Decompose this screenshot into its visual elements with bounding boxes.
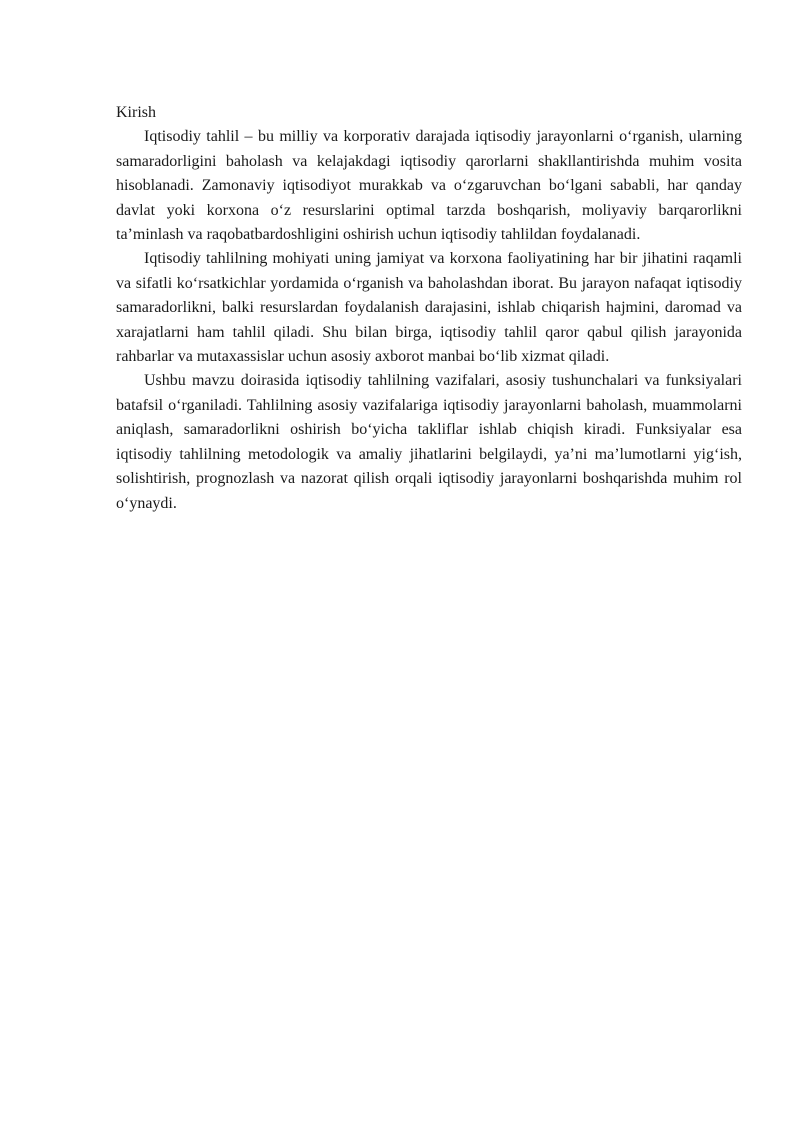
- section-heading: Kirish: [116, 104, 156, 121]
- paragraph-2: Iqtisodiy tahlilning mohiyati uning jamiyat va korxona faoliyatining har bir jihatini raqamli va sifatli ko‘rsatkichlar yordamida o‘rganish va baholashdan iborat. Bu jarayon nafaqat iqtisodiy samaradorlikni, balki resurslardan foydalanish darajasini, ishlab chiqarish hajmini, daromad va xarajatlarni ham tahlil qiladi. Shu bilan birga, iqtisodiy tahlil qaror qabul qilish jarayonida rahbarlar va mutaxassislar uchun asosiy axborot manbai bo‘lib xizmat qiladi.: [116, 250, 742, 366]
- paragraph-1: Iqtisodiy tahlil – bu milliy va korporativ darajada iqtisodiy jarayonlarni o‘rganish, ularning samaradorligini baholash va kelajakdagi iqtisodiy qarorlarni shakllantirishda muhim vosita hisoblanadi. Zamonaviy iqtisodiyot murakkab va o‘zgaruvchan bo‘lgani sababli, har qanday davlat yoki korxona o‘z resurslarini optimal tarzda boshqarish, moliyaviy barqarorlikni ta’minlash va raqobatbardoshligini oshirish uchun iqtisodiy tahlildan foydalanadi.: [116, 128, 742, 244]
- paragraph-3: Ushbu mavzu doirasida iqtisodiy tahlilning vazifalari, asosiy tushunchalari va funksiyalari batafsil o‘rganiladi. Tahlilning asosiy vazifalariga iqtisodiy jarayonlarni baholash, muammolarni aniqlash, samaradorlikni oshirish bo‘yicha takliflar ishlab chiqish kiradi. Funksiyalar esa iqtisodiy tahlilning metodologik va amaliy jihatlarini belgilaydi, ya’ni ma’lumotlarni yig‘ish, solishtirish, prognozlash va nazorat qilish orqali iqtisodiy jarayonlarni boshqarishda muhim rol o‘ynaydi.: [116, 372, 742, 512]
- document-body: [116, 101, 742, 516]
